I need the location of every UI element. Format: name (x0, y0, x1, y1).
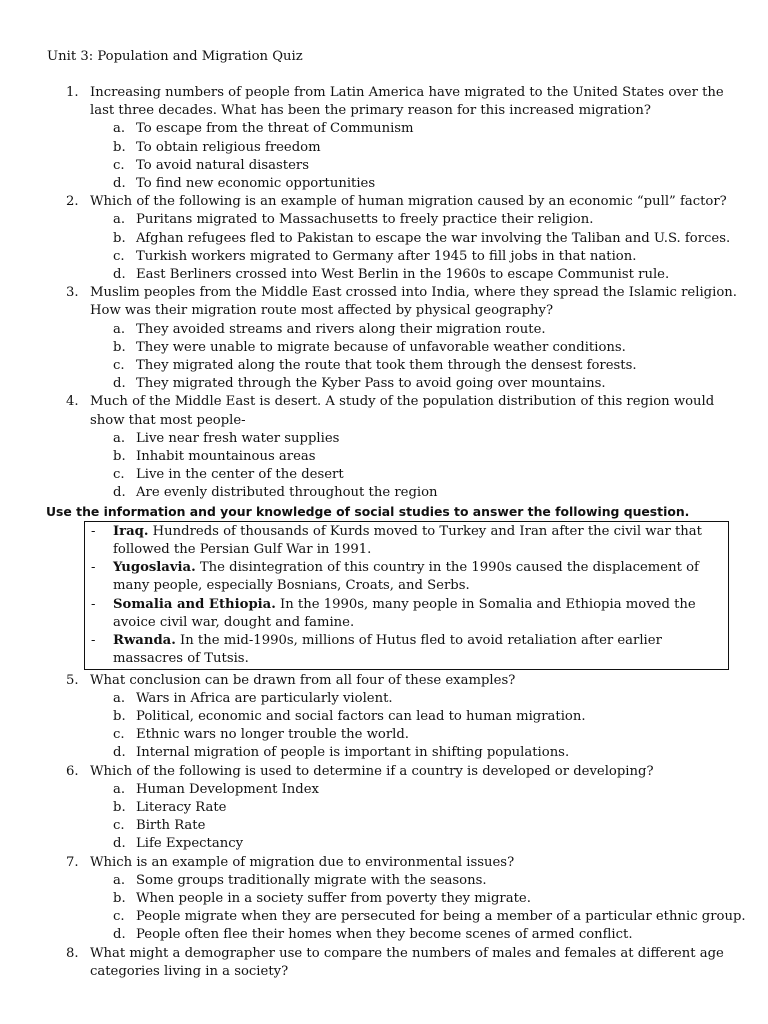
option-letter: c. (113, 358, 125, 374)
question-4 (0, 393, 768, 429)
option-text: Some groups traditionally migrate with the seasons. (136, 872, 487, 888)
example-item (85, 632, 728, 668)
option-letter: c. (113, 467, 125, 483)
bullet-dash: - (91, 596, 96, 612)
option-letter: d. (113, 376, 126, 392)
example-description: Hundreds of thousands of Kurds moved to Turkey and Iran after the civil war that followed the Persian Gulf War in 1991. (113, 523, 702, 558)
instruction-text: Use the information and your knowledge of social studies to answer the following question. (46, 503, 690, 519)
answer-option (0, 908, 768, 926)
option-text: People migrate when they are persecuted for being a member of a particular ethnic group. (136, 909, 746, 925)
option-text: To obtain religious freedom (136, 139, 321, 155)
answer-option (0, 835, 768, 853)
answer-option (0, 484, 768, 502)
question-3 (0, 284, 768, 320)
answer-option (0, 211, 768, 229)
option-letter: a. (113, 121, 126, 137)
option-text: Literacy Rate (136, 799, 227, 815)
answer-option (0, 230, 768, 248)
option-letter: b. (113, 230, 126, 246)
option-text: Live in the center of the desert (136, 467, 344, 483)
option-letter: b. (113, 799, 126, 815)
option-text: Wars in Africa are particularly violent. (136, 690, 393, 706)
question-number: 2. (66, 194, 79, 210)
question-6 (0, 763, 768, 781)
option-text: Internal migration of people is important in shifting populations. (136, 745, 570, 761)
example-country: Yugoslavia. (113, 560, 196, 576)
option-text: They avoided streams and rivers along their migration route. (136, 321, 546, 337)
option-letter: b. (113, 139, 126, 155)
option-letter: d. (113, 836, 126, 852)
example-country: Iraq. (113, 523, 149, 539)
option-letter: a. (113, 781, 126, 797)
option-letter: d. (113, 267, 126, 283)
question-8 (0, 945, 768, 981)
answer-option (0, 890, 768, 908)
question-1 (0, 84, 768, 120)
question-number: 6. (66, 763, 79, 779)
example-country: Rwanda. (113, 633, 176, 649)
question-text: Increasing numbers of people from Latin America have migrated to the United States over the last three decades. What has been the primary reason for this increased migration? (90, 85, 724, 119)
option-text: Are evenly distributed throughout the region (136, 485, 438, 501)
bullet-dash: - (91, 523, 96, 539)
option-letter: a. (113, 690, 126, 706)
question-text: What might a demographer use to compare the numbers of males and females at different age categories living in a society? (90, 945, 724, 979)
answer-option (0, 266, 768, 284)
option-text: Live near fresh water supplies (136, 430, 340, 446)
example-item (85, 559, 728, 595)
example-description: In the mid-1990s, millions of Hutus fled to avoid retaliation after earlier massacres of Tutsis. (113, 633, 662, 667)
option-letter: c. (113, 157, 125, 173)
option-letter: a. (113, 430, 126, 446)
option-letter: c. (113, 818, 125, 834)
option-letter: b. (113, 890, 126, 906)
option-letter: a. (113, 212, 126, 228)
answer-option (0, 726, 768, 744)
example-text (113, 596, 724, 632)
answer-option (0, 357, 768, 375)
question-number: 7. (66, 854, 79, 870)
option-text: Ethnic wars no longer trouble the world. (136, 727, 410, 743)
question-5 (0, 672, 768, 690)
answer-option (0, 466, 768, 484)
answer-option (0, 248, 768, 266)
option-letter: d. (113, 745, 126, 761)
example-country: Somalia and Ethiopia. (113, 596, 276, 612)
bullet-dash: - (91, 633, 96, 649)
question-text: Much of the Middle East is desert. A study of the population distribution of this region would show that most people- (90, 394, 715, 428)
answer-option (0, 120, 768, 138)
option-letter: c. (113, 909, 125, 925)
option-text: Puritans migrated to Massachusetts to freely practice their religion. (136, 212, 594, 228)
answer-option (0, 139, 768, 157)
option-letter: b. (113, 339, 126, 355)
option-text: Birth Rate (136, 818, 206, 834)
question-text: What conclusion can be drawn from all four of these examples? (90, 672, 516, 688)
answer-option (0, 339, 768, 357)
question-number: 5. (66, 672, 79, 688)
answer-option (0, 799, 768, 817)
example-item (85, 596, 728, 632)
option-text: They migrated along the route that took them through the densest forests. (136, 358, 637, 374)
option-text: Turkish workers migrated to Germany after 1945 to fill jobs in that nation. (136, 248, 637, 264)
question-2 (0, 193, 768, 211)
answer-option (0, 744, 768, 762)
answer-option (0, 872, 768, 890)
option-text: They were unable to migrate because of unfavorable weather conditions. (136, 339, 626, 355)
questions-part-1 (0, 84, 768, 981)
answer-option (0, 448, 768, 466)
option-letter: c. (113, 248, 125, 264)
option-letter: c. (113, 727, 125, 743)
option-text: Political, economic and social factors can lead to human migration. (136, 708, 586, 724)
option-letter: a. (113, 321, 126, 337)
question-number: 8. (66, 945, 79, 961)
bullet-dash: - (91, 560, 96, 576)
example-text (113, 523, 724, 559)
question-number: 1. (66, 85, 79, 100)
answer-option (0, 817, 768, 835)
option-text: When people in a society suffer from poverty they migrate. (136, 890, 531, 906)
question-number: 3. (66, 285, 79, 301)
option-text: Afghan refugees fled to Pakistan to escape the war involving the Taliban and U.S. forces. (136, 230, 731, 246)
example-description: In the 1990s, many people in Somalia and Ethiopia moved the avoice civil war, dought and famine. (113, 596, 696, 630)
examples-box (84, 521, 729, 670)
question-7 (0, 854, 768, 872)
option-letter: d. (113, 485, 126, 501)
option-letter: a. (113, 872, 126, 888)
option-text: Inhabit mountainous areas (136, 449, 316, 465)
answer-option (0, 175, 768, 193)
option-text: Human Development Index (136, 781, 319, 797)
option-text: They migrated through the Kyber Pass to avoid going over mountains. (136, 376, 606, 392)
answer-option (0, 708, 768, 726)
page-title: Unit 3: Population and Migration Quiz (47, 49, 303, 64)
example-description: The disintegration of this country in the 1990s caused the displacement of many people, especially Bosnians, Croats, and Serbs. (113, 560, 699, 594)
option-text: East Berliners crossed into West Berlin in the 1960s to escape Communist rule. (136, 267, 670, 283)
option-letter: d. (113, 927, 126, 943)
question-text: Which is an example of migration due to environmental issues? (90, 854, 515, 870)
option-text: Life Expectancy (136, 836, 244, 852)
option-text: To avoid natural disasters (136, 157, 309, 173)
answer-option (0, 690, 768, 708)
answer-option (0, 781, 768, 799)
question-text: Muslim peoples from the Middle East crossed into India, where they spread the Islamic religion. How was their migration route most affected by physical geography? (90, 285, 737, 319)
example-text (113, 632, 724, 668)
option-letter: b. (113, 708, 126, 724)
answer-option (0, 375, 768, 393)
question-text: Which of the following is an example of human migration caused by an economic “pull” factor? (90, 194, 727, 210)
answer-option (0, 430, 768, 448)
question-text: Which of the following is used to determine if a country is developed or developing? (90, 763, 654, 779)
option-text: People often flee their homes when they become scenes of armed conflict. (136, 927, 633, 943)
example-item (85, 523, 728, 559)
answer-option (0, 926, 768, 944)
answer-option (0, 157, 768, 175)
question-number: 4. (66, 394, 79, 410)
option-text: To find new economic opportunities (136, 176, 376, 192)
option-letter: d. (113, 176, 126, 192)
option-text: To escape from the threat of Communism (136, 121, 414, 137)
option-letter: b. (113, 449, 126, 465)
example-text (113, 559, 724, 595)
answer-option (0, 321, 768, 339)
